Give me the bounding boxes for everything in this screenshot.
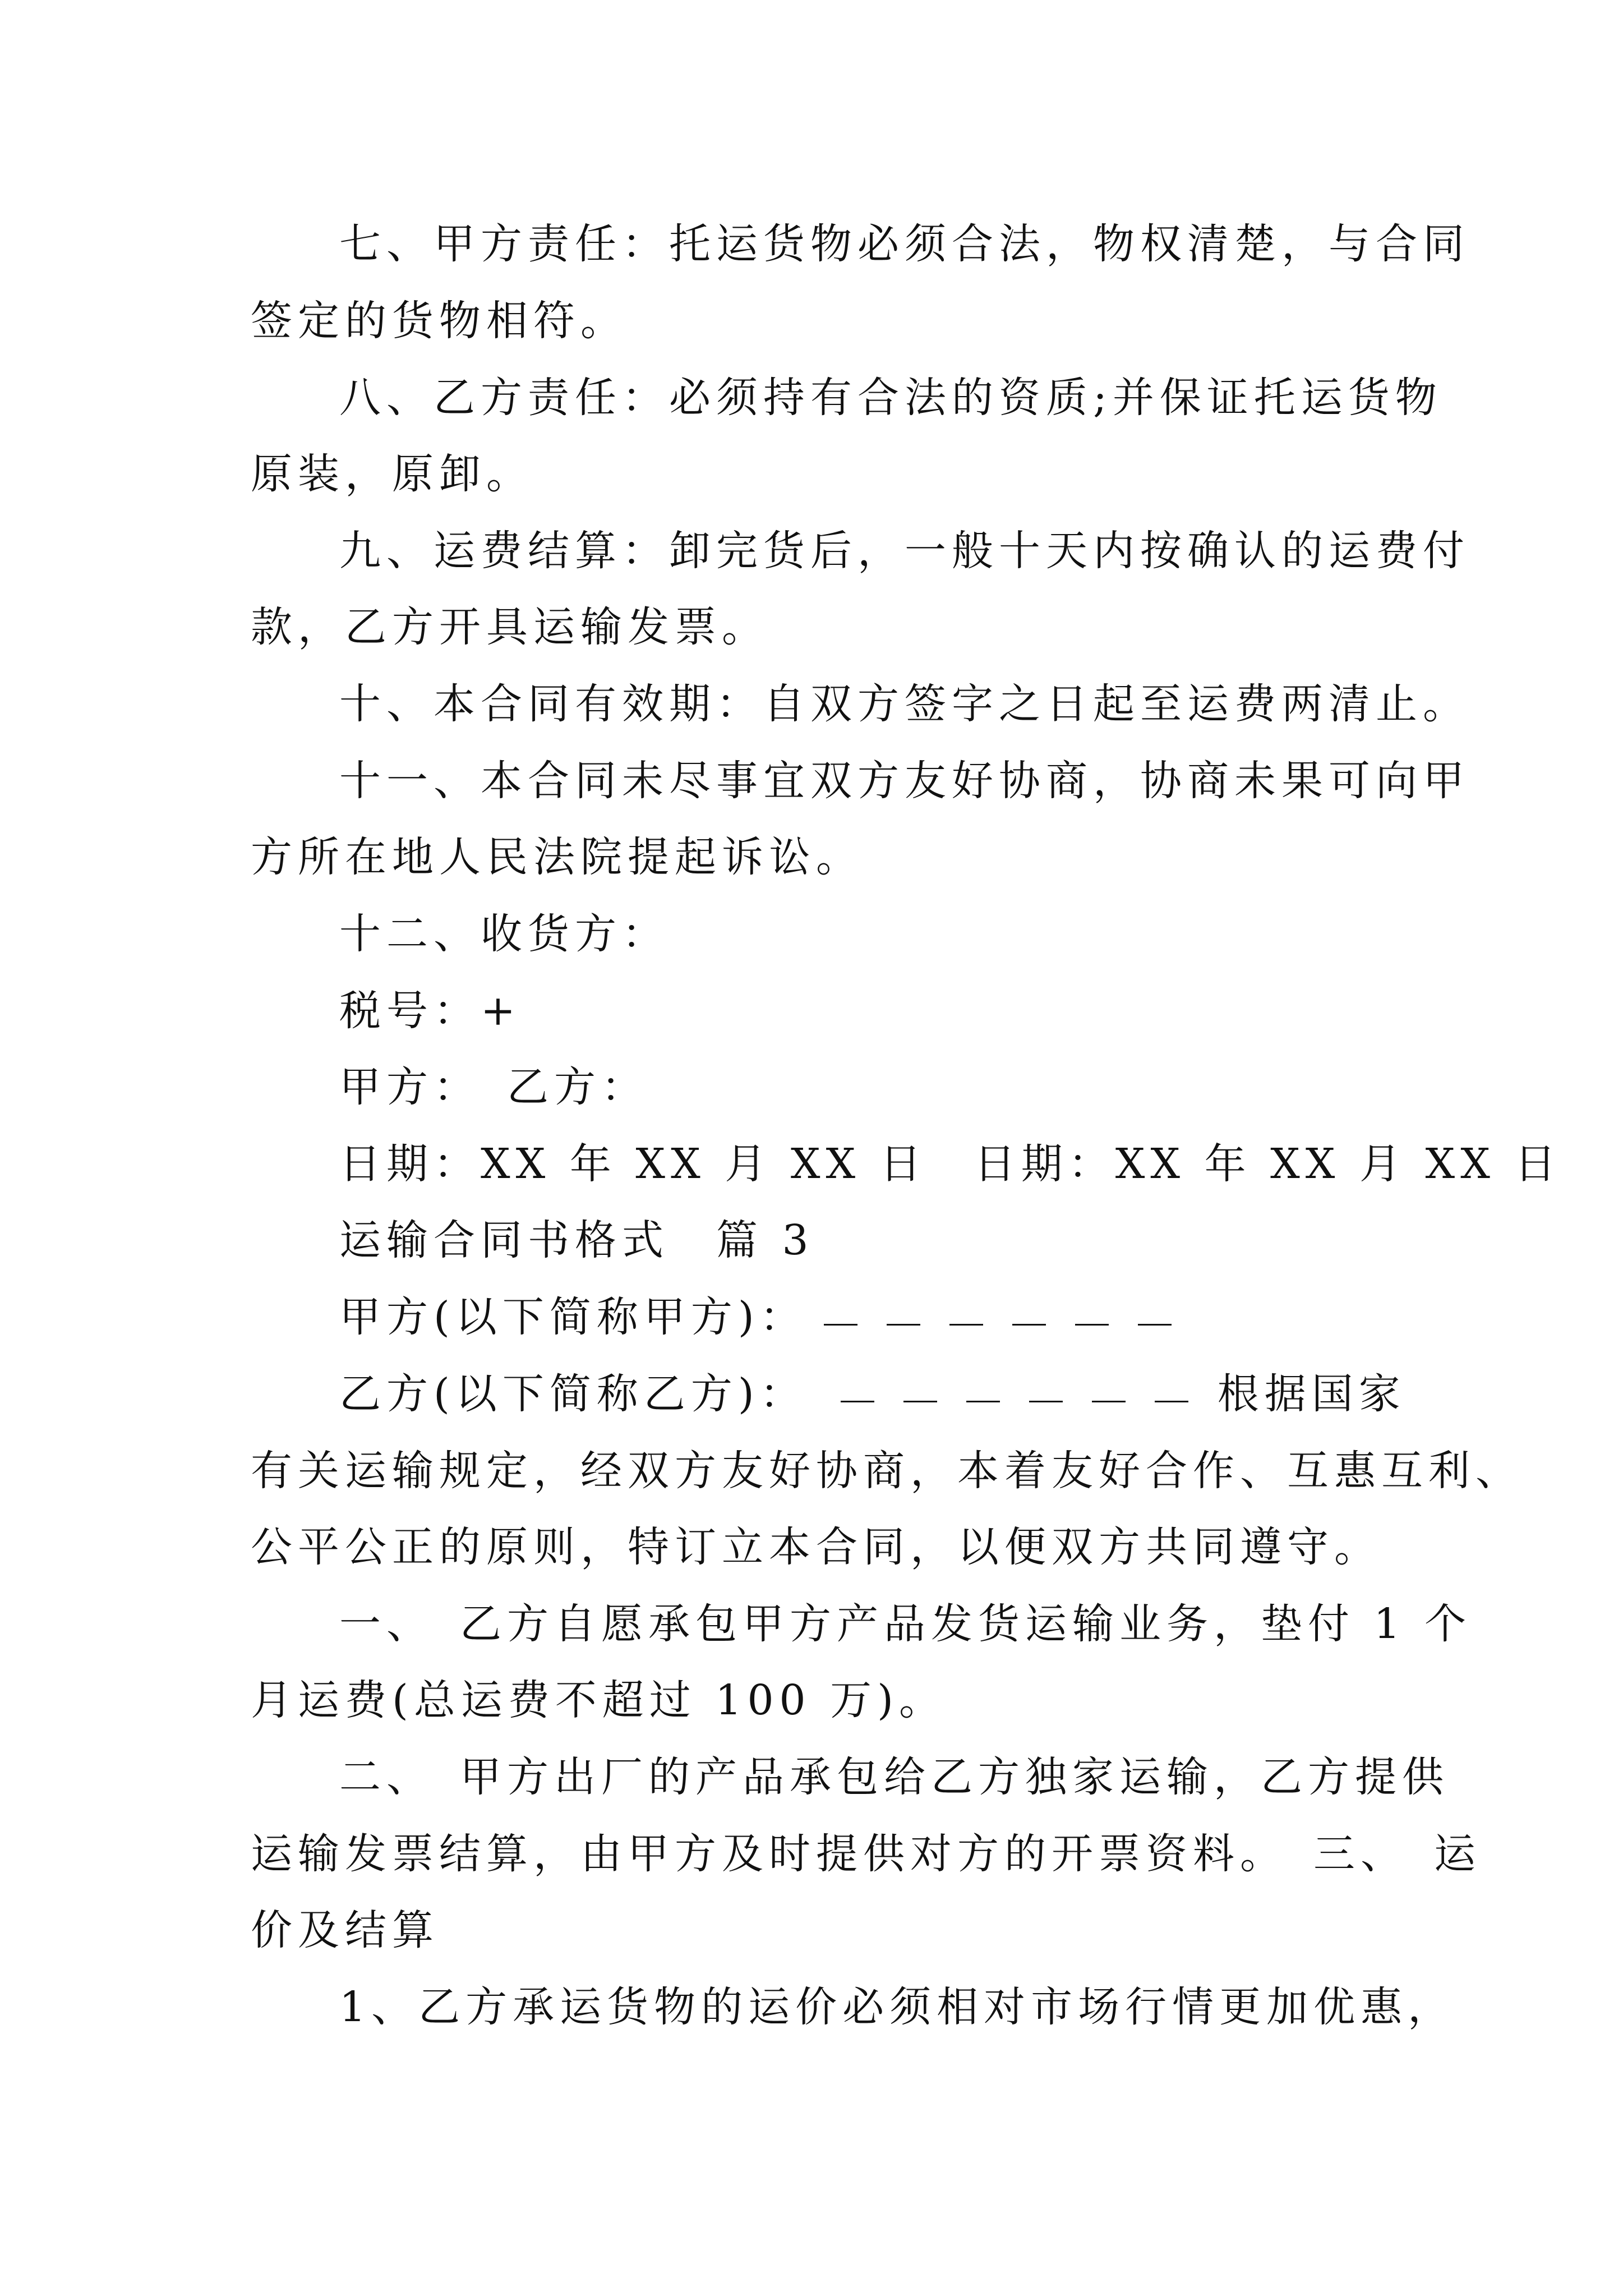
article-1-line-2: 月运费(总运费不超过 100 万)。 bbox=[251, 1676, 947, 1724]
article-3-item-1: 1、乙方承运货物的运价必须相对市场行情更加优惠， bbox=[339, 1983, 1455, 2031]
party-b-blank bbox=[966, 1378, 1000, 1402]
party-b-blank bbox=[1155, 1378, 1188, 1402]
clause-7-line-2: 签定的货物相符。 bbox=[251, 297, 628, 345]
party-a-blank bbox=[824, 1301, 857, 1326]
preamble-line-3: 公平公正的原则，特订立本合同，以便双方共同遵守。 bbox=[251, 1523, 1381, 1571]
clause-7-line-1: 七、甲方责任：托运货物必须合法，物权清楚，与合同 bbox=[339, 220, 1470, 268]
preamble-line-2: 有关运输规定，经双方友好协商，本着友好合作、互惠互利、 bbox=[251, 1447, 1523, 1495]
clause-11-line-2: 方所在地人民法院提起诉讼。 bbox=[251, 833, 863, 881]
party-a-blank bbox=[887, 1301, 920, 1326]
clause-9-line-2: 款，乙方开具运输发票。 bbox=[251, 603, 769, 651]
clause-11-line-1: 十一、本合同未尽事宜双方友好协商，协商未果可向甲 bbox=[339, 757, 1470, 805]
clause-10-line: 十、本合同有效期：自双方签字之日起至运费两清止。 bbox=[339, 680, 1470, 728]
party-a-label: 甲方(以下简称甲方)： bbox=[339, 1293, 807, 1341]
party-a-blank bbox=[1075, 1301, 1109, 1326]
dates-line: 日期：XX 年 XX 月 XX 日 日期：XX 年 XX 月 XX 日 bbox=[339, 1140, 1562, 1188]
party-b-line bbox=[339, 1366, 1406, 1422]
party-a-blank bbox=[1138, 1301, 1172, 1326]
party-a-line bbox=[339, 1289, 1201, 1345]
clause-12-line: 十二、收货方： bbox=[339, 910, 669, 958]
party-b-continuation: 根据国家 bbox=[1217, 1370, 1406, 1418]
clause-8-line-2: 原装，原卸。 bbox=[251, 450, 533, 498]
tax-number-line: 税号：+ bbox=[339, 987, 522, 1035]
party-b-blank bbox=[1029, 1378, 1063, 1402]
article-2-line-1: 二、 甲方出厂的产品承包给乙方独家运输，乙方提供 bbox=[339, 1753, 1449, 1801]
party-b-label: 乙方(以下简称乙方)： bbox=[339, 1370, 807, 1418]
article-1-line-1: 一、 乙方自愿承包甲方产品发货运输业务，垫付 1 个 bbox=[339, 1600, 1472, 1648]
section-title: 运输合同书格式 篇 3 bbox=[339, 1216, 814, 1264]
party-a-blank bbox=[949, 1301, 983, 1326]
article-3-heading-cont: 价及结算 bbox=[251, 1906, 439, 1954]
party-b-blank bbox=[841, 1378, 874, 1402]
party-b-blank bbox=[1092, 1378, 1126, 1402]
party-a-blank bbox=[1012, 1301, 1046, 1326]
parties-signature-line: 甲方： 乙方： bbox=[339, 1063, 648, 1111]
clause-8-line-1: 八、乙方责任：必须持有合法的资质;并保证托运货物 bbox=[339, 374, 1442, 422]
party-b-blank bbox=[903, 1378, 937, 1402]
article-2-line-2: 运输发票结算，由甲方及时提供对方的开票资料。 三、 运 bbox=[251, 1830, 1481, 1878]
clause-9-line-1: 九、运费结算：卸完货后，一般十天内按确认的运费付 bbox=[339, 527, 1470, 575]
